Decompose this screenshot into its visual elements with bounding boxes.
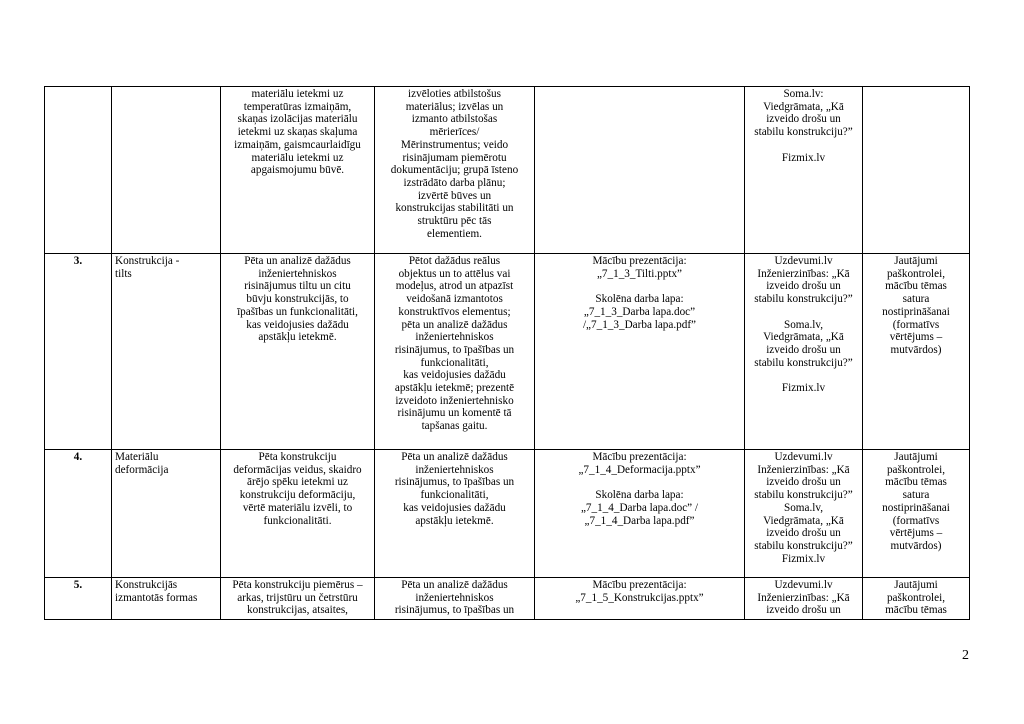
resources-cell: Uzdevumi.lv Inženierzinības: „Kā izveido drošu un stabilu konstrukciju?” Soma.lv, Viedgrāmata, „Kā izveido drošu un stabilu konstrukciju?” Fizmix.lv: [745, 450, 863, 578]
content-cell: Pēta konstrukciju deformācijas veidus, skaidro ārējo spēku ietekmi uz konstrukciju deformāciju, vērtē materiālu izvēli, to funkcionalitāti.: [221, 450, 375, 578]
topic-cell: Konstrukcijās izmantotās formas: [112, 578, 221, 620]
materials-cell: [535, 87, 745, 254]
assessment-cell: Jautājumi paškontrolei, mācību tēmas satura nostiprināšanai (formatīvs vērtējums – mutvārdos): [863, 450, 970, 578]
assessment-cell: [863, 87, 970, 254]
assessment-cell: Jautājumi paškontrolei, mācību tēmas satura nostiprināšanai (formatīvs vērtējums – mutvārdos): [863, 254, 970, 450]
materials-cell: Mācību prezentācija: „7_1_3_Tilti.pptx” Skolēna darba lapa: „7_1_3_Darba lapa.doc” /„7_1_3_Darba lapa.pdf”: [535, 254, 745, 450]
resources-cell: Uzdevumi.lv Inženierzinības: „Kā izveido drošu un: [745, 578, 863, 620]
row-number-cell: [45, 87, 112, 254]
materials-cell: Mācību prezentācija: „7_1_4_Deformacija.pptx” Skolēna darba lapa: „7_1_4_Darba lapa.doc” / „7_1_4_Darba lapa.pdf”: [535, 450, 745, 578]
resources-cell: Uzdevumi.lv Inženierzinības: „Kā izveido drošu un stabilu konstrukciju?” Soma.lv, Viedgrāmata, „Kā izveido drošu un stabilu konstrukciju?” Fizmix.lv: [745, 254, 863, 450]
resources-cell: Soma.lv: Viedgrāmata, „Kā izveido drošu un stabilu konstrukciju?” Fizmix.lv: [745, 87, 863, 254]
topic-cell: [112, 87, 221, 254]
content-cell: materiālu ietekmi uz temperatūras izmaiņām, skaņas izolācijas materiālu ietekmi uz skaņas skaļuma izmaiņām, gaismcaurlaidīgu materiālu ietekmi uz apgaismojumu būvē.: [221, 87, 375, 254]
content-cell: Pēta un analizē dažādus inženiertehniskos risinājumus tiltu un citu būvju konstrukcijās, to īpašības un funkcionalitāti, kas veidojusies dažādu apstākļu ietekmē.: [221, 254, 375, 450]
table-row: [45, 578, 970, 620]
activities-cell: izvēloties atbilstošus materiālus; izvēlas un izmanto atbilstošas mērierīces/ Mērinstrumentus; veido risinājumam piemērotu dokumentāciju; grupā īsteno izstrādāto darba plānu; izvērtē būves un konstrukcijas stabilitāti un struktūru pēc tās elementiem.: [375, 87, 535, 254]
lesson-plan-table: [44, 86, 970, 620]
activities-cell: Pēta un analizē dažādus inženiertehniskos risinājumus, to īpašības un: [375, 578, 535, 620]
row-number-cell: 4.: [45, 450, 112, 578]
content-cell: Pēta konstrukciju piemērus – arkas, trijstūru un četrstūru konstrukcijas, atsaites,: [221, 578, 375, 620]
row-number-cell: 5.: [45, 578, 112, 620]
materials-cell: Mācību prezentācija: „7_1_5_Konstrukcijas.pptx”: [535, 578, 745, 620]
assessment-cell: Jautājumi paškontrolei, mācību tēmas: [863, 578, 970, 620]
topic-cell: Konstrukcija - tilts: [112, 254, 221, 450]
row-number-cell: 3.: [45, 254, 112, 450]
activities-cell: Pēta un analizē dažādus inženiertehniskos risinājumus, to īpašības un funkcionalitāti, kas veidojusies dažādu apstākļu ietekmē.: [375, 450, 535, 578]
table-row: [45, 87, 970, 254]
table-row: [45, 254, 970, 450]
activities-cell: Pētot dažādus reālus objektus un to attēlus vai modeļus, atrod un atpazīst veidošanā izmantotos konstruktīvos elementus; pēta un analizē dažādus inženiertehniskos risinājumus, to īpašības un funkcionalitāti, kas veidojusies dažādu apstākļu ietekmē; prezentē izveidoto inženiertehnisko risinājumu un komentē tā tapšanas gaitu.: [375, 254, 535, 450]
page-number: 2: [962, 648, 969, 663]
topic-cell: Materiālu deformācija: [112, 450, 221, 578]
table-row: [45, 450, 970, 578]
